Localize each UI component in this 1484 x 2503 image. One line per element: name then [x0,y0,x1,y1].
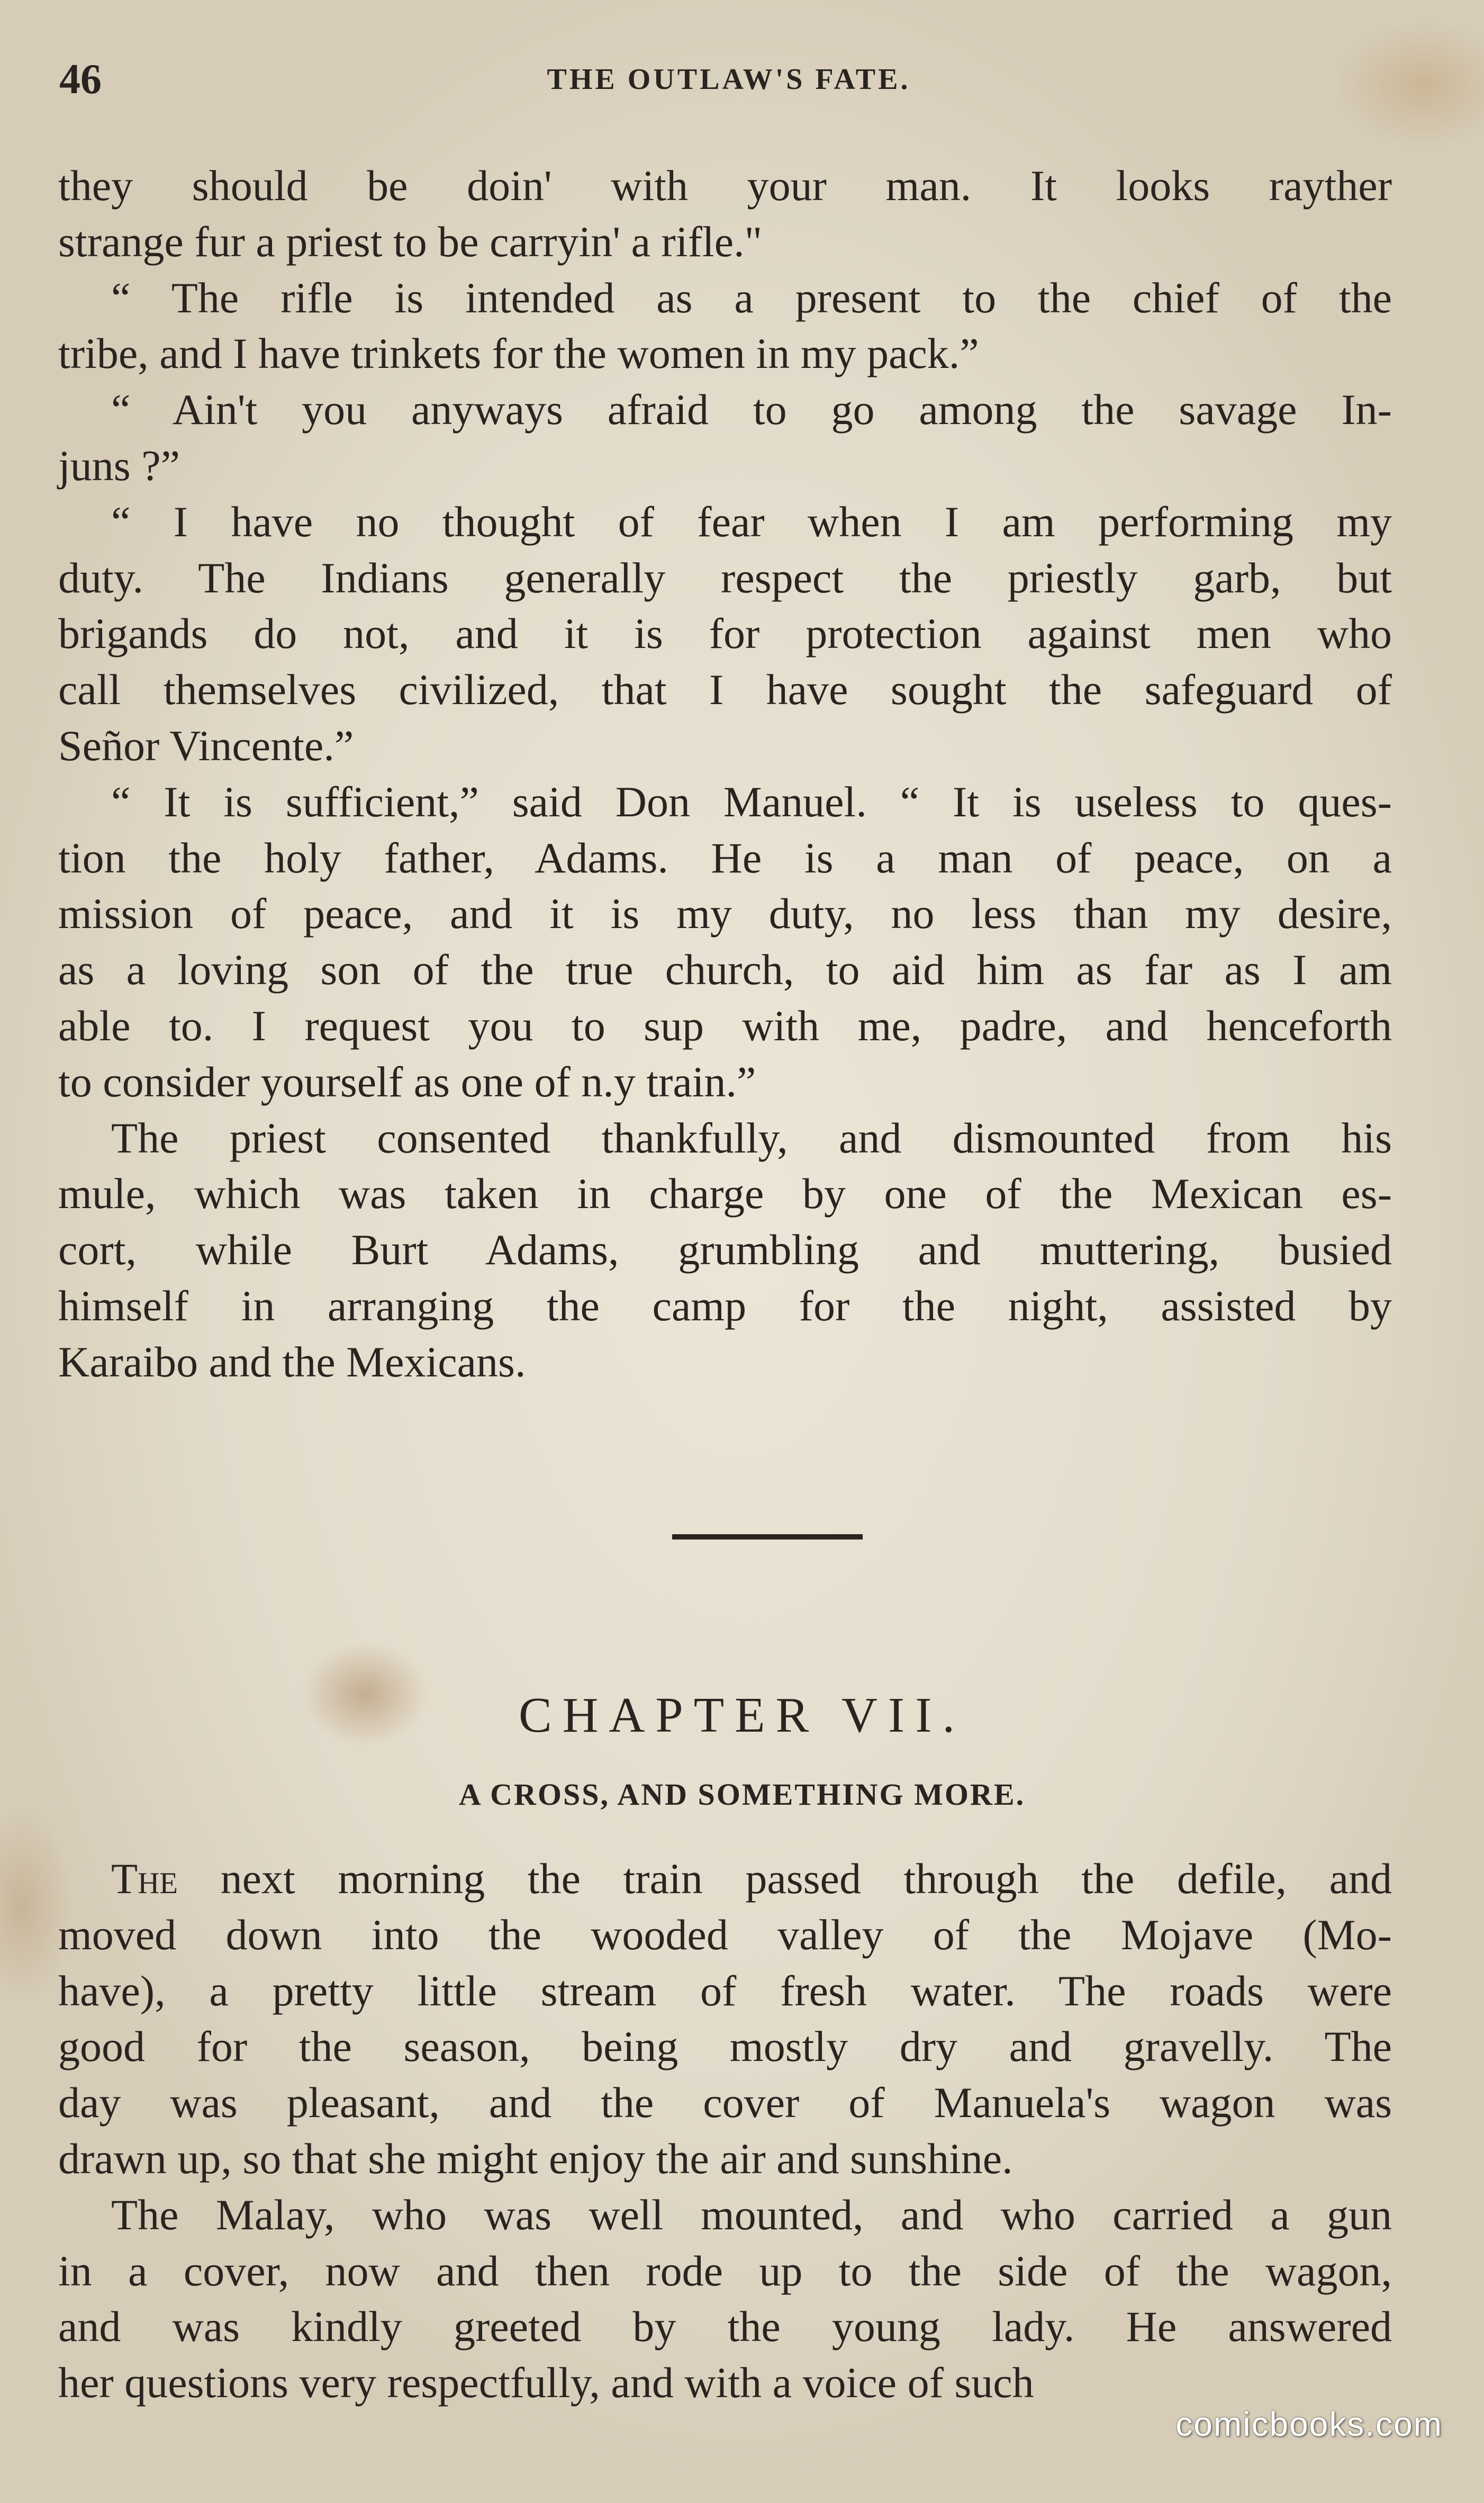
text-line [58,1222,1392,1278]
text-line [58,830,1392,886]
line-text: good for the season, being mostly dry and gravelly. The [58,2022,1392,2071]
text-line [58,1166,1392,1222]
text-line [58,2243,1392,2299]
text-line [58,2299,1392,2355]
text-line [58,606,1392,662]
line-text: Señor Vincente.” [58,721,354,770]
line-text: mule, which was taken in charge by one of the Mexican es- [58,1169,1392,1218]
page-number: 46 [59,56,102,103]
line-text: call themselves civilized, that I have sought the safeguard of [58,665,1392,714]
line-text: “ I have no thought of fear when I am performing my [111,497,1392,546]
text-line [58,494,1392,550]
body-text-chapter [58,1851,1392,2411]
line-text: duty. The Indians generally respect the priestly garb, but [58,553,1392,602]
line-text: in a cover, now and then rode up to the side of the wagon, [58,2246,1392,2295]
line-text: as a loving son of the true church, to aid him as far as I am [58,946,1392,994]
text-line [58,2019,1392,2075]
chapter-title: CHAPTER VII. [518,1688,966,1743]
line-text: to consider yourself as one of n.y train.” [58,1057,756,1106]
line-text: and was kindly greeted by the young lady. He answered [58,2302,1392,2351]
text-line [58,886,1392,942]
line-text: tion the holy father, Adams. He is a man of peace, on a [58,833,1392,882]
line-text: moved down into the wooded valley of the Mojave (Mo- [58,1910,1392,1959]
text-line [58,1907,1392,1963]
text-line [58,1278,1392,1334]
line-text: tribe, and I have trinkets for the women in my pack.” [58,329,979,378]
site-watermark: comicbooks.com [1175,2405,1443,2443]
text-line [58,2187,1392,2243]
line-text: next morning the train passed through the defile, and [178,1854,1392,1903]
text-line [58,550,1392,606]
text-line [58,1054,1392,1110]
line-text: The priest consented thankfully, and dismounted from his [111,1113,1392,1162]
line-text: Karaibo and the Mexicans. [58,1337,526,1386]
chapter-opening-word: The [111,1854,178,1903]
page-header [59,50,1398,109]
section-divider [672,1534,863,1539]
text-line [58,2131,1392,2187]
line-text: have), a pretty little stream of fresh water. The roads were [58,1966,1392,2015]
line-text: himself in arranging the camp for the night, assisted by [58,1281,1392,1330]
text-line [58,1110,1392,1166]
text-line [58,718,1392,774]
text-line [58,774,1392,830]
running-head: THE OUTLAW'S FATE. [547,63,911,96]
line-text: day was pleasant, and the cover of Manuela's wagon was [58,2078,1392,2127]
text-line [58,662,1392,718]
text-line [58,382,1392,438]
text-line [58,1963,1392,2019]
body-text-top [58,158,1392,1390]
text-line [58,158,1392,214]
line-text: able to. I request you to sup with me, padre, and henceforth [58,1001,1392,1050]
line-text: mission of peace, and it is my duty, no less than my desire, [58,889,1392,938]
line-text: “ The rifle is intended as a present to the chief of the [111,273,1392,322]
line-text: brigands do not, and it is for protection against men who [58,609,1392,658]
line-text: her questions very respectfully, and with a voice of such [58,2358,1034,2407]
chapter-subtitle: A CROSS, AND SOMETHING MORE. [458,1777,1026,1812]
text-line [58,942,1392,998]
line-text: cort, while Burt Adams, grumbling and muttering, busied [58,1226,1392,1274]
text-line [58,2075,1392,2131]
text-line [58,1334,1392,1390]
line-text: “ It is sufficient,” said Don Manuel. “ It is useless to ques- [111,777,1392,826]
text-line [58,1851,1392,1907]
line-text: The Malay, who was well mounted, and who carried a gun [111,2190,1392,2239]
text-line [58,270,1392,326]
text-line [58,214,1392,270]
line-text: juns ?” [58,441,180,490]
text-line [58,326,1392,382]
text-line [58,438,1392,494]
line-text: they should be doin' with your man. It looks rayther [58,161,1392,210]
text-line [58,2355,1392,2411]
line-text: “ Ain't you anyways afraid to go among the savage In- [111,385,1392,434]
line-text: strange fur a priest to be carryin' a rifle." [58,217,763,266]
line-text: drawn up, so that she might enjoy the air and sunshine. [58,2134,1013,2183]
text-line [58,998,1392,1054]
